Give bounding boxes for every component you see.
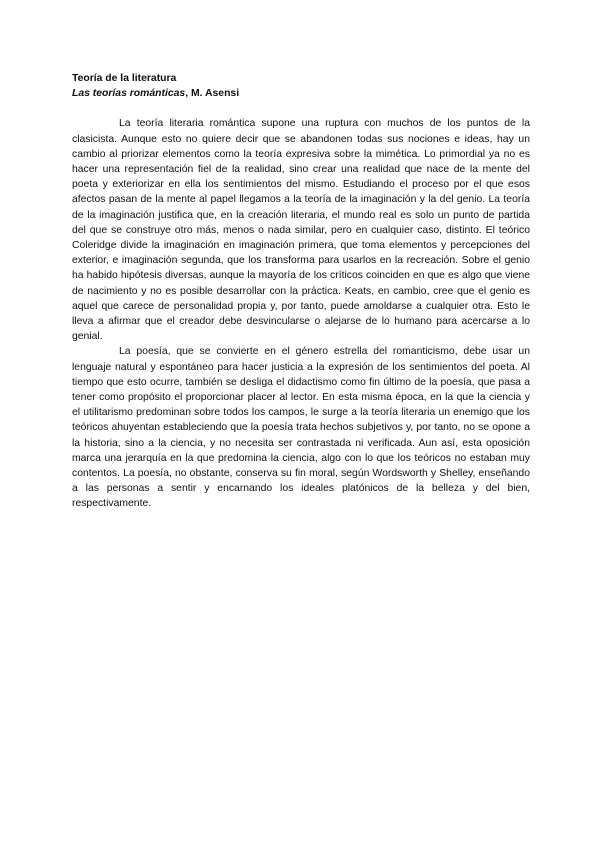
document-subtitle bbox=[72, 86, 530, 101]
work-title: Las teorías románticas bbox=[72, 88, 186, 100]
author-name: M. Asensi bbox=[190, 88, 240, 100]
body-text bbox=[72, 116, 530, 511]
paragraph: La teoría literaria romántica supone una ruptura con muchos de los puntos de la clasicista. Aunque esto no quiere decir que se abandonen todas sus nociones e ideas, hay un cambio al priorizar elementos como la teoría expresiva sobre la mimética. Lo primordial ya no es hacer una representación fiel de la realidad, sino crear una realidad que nace de la mente del poeta y exteriorizar en ella los sentimientos del mismo. Estudiando el proceso por el que esos afectos pasan de la mente al papel llegamos a la teoría de la imaginación y la del genio. La teoría de la imaginación justifica que, en la creación literaria, el mundo real es solo un punto de partida del que se construye otro más, menos o nada similar, pero en cualquier caso, distinto. El teórico Coleridge divide la imaginación en imaginación primera, que toma elementos y percepciones del exterior, e imaginación segunda, que los transforma para usarlos en la recreación. Sobre el genio ha habido hipótesis diversas, aunque la mayoría de los críticos coinciden en que es algo que viene de nacimiento y no es posible desarrollar con la práctica. Keats, en cambio, cree que el genio es aquel que carece de personalidad propia y, por tanto, puede amoldarse a cualquier otra. Esto le lleva a afirmar que el creador debe desvincularse o alejarse de lo humano para acercarse a lo genial. bbox=[72, 118, 530, 343]
document-title: Teoría de la literatura bbox=[72, 73, 177, 84]
subtitle-separator: , bbox=[185, 88, 191, 100]
paragraph: La poesía, que se convierte en el género estrella del romanticismo, debe usar un lenguaje natural y espontáneo para hacer justicia a la expresión de los sentimientos del poeta. Al tiempo que esto ocurre, también se desliga el didactismo como fin último de la poesía, que pasa a tener como propósito el proporcionar placer al lector. En esta misma época, en la que la ciencia y el utilitarismo predominan sobre todos los campos, le surge a la teoría literaria un enemigo que los teóricos ahuyentan estableciendo que la poesía trata hechos subjetivos y, por tanto, no se opone a la historia, sino a la ciencia, y no necesita ser contrastada ni verificada. Aun así, esta oposición marca una jerarquía en la que predomina la ciencia, algo con lo que los teóricos no estaban muy contentos. La poesía, no obstante, conserva su fin moral, según Wordsworth y Shelley, enseñando a las personas a sentir y encarnando los ideales platónicos de la belleza y del bien, respectivamente. bbox=[72, 346, 530, 510]
document-content bbox=[72, 71, 530, 512]
